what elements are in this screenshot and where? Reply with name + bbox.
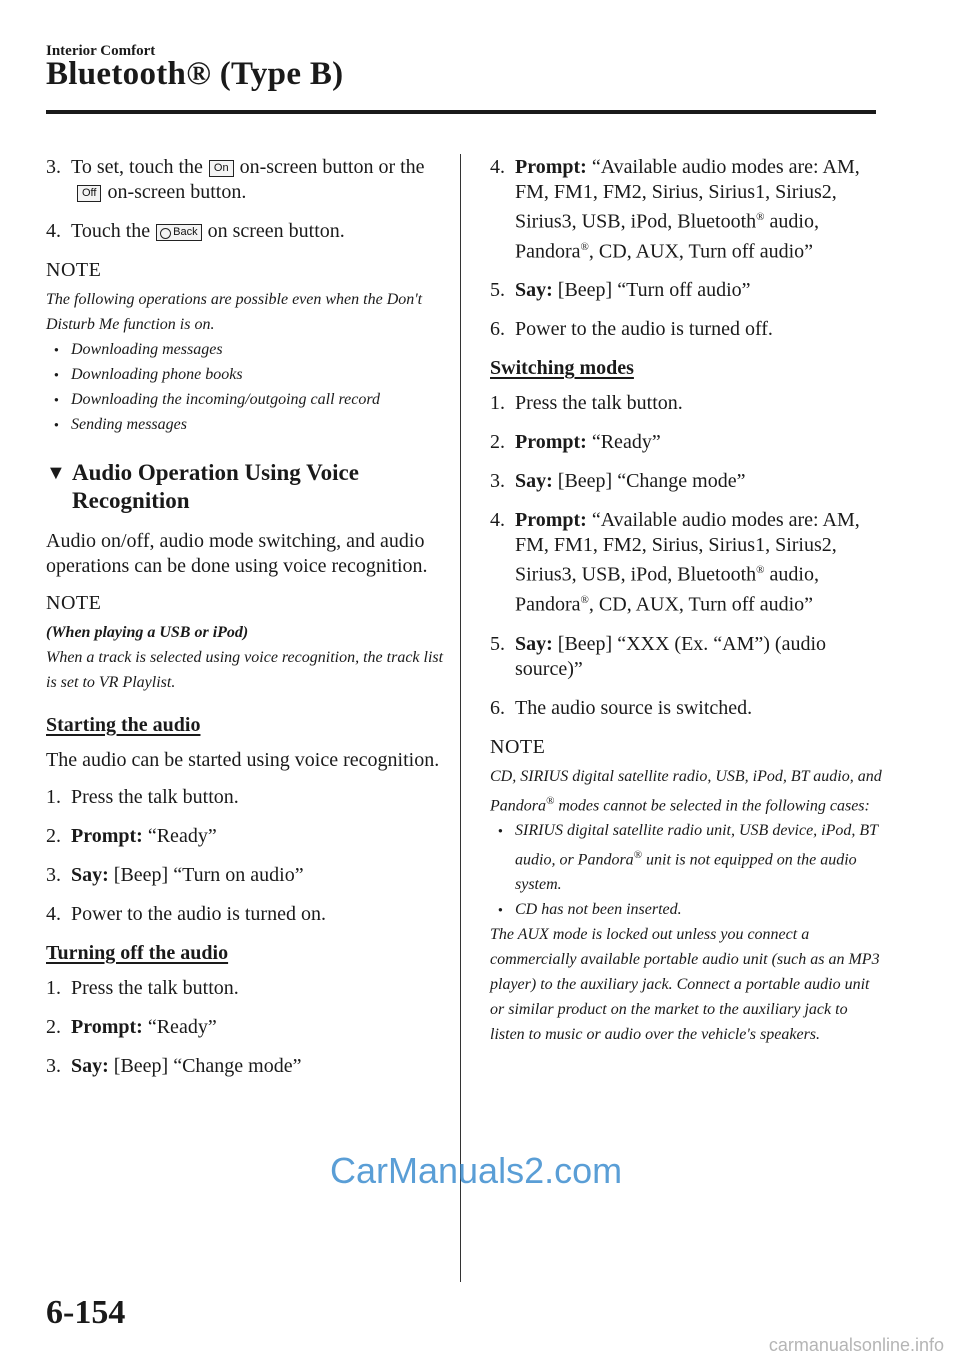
- step-label: Prompt:: [515, 431, 587, 454]
- note-bullet: ● Sending messages: [46, 412, 444, 437]
- step-number: 6.: [490, 318, 505, 341]
- header-rule: [46, 110, 876, 114]
- note-text: The AUX mode is locked out unless you connect a commercially available portable audio unit (such as an MP3 player) to the auxiliary jack. Connect a portable audio unit or similar product on the market to the auxiliary jack to listen to music or audio over the vehicle's speakers.: [490, 926, 880, 1044]
- subheading-turning-off: Turning off the audio: [46, 942, 229, 964]
- step-text: on-screen button or the: [239, 156, 425, 178]
- step-text: audio, Pandora: [515, 563, 819, 616]
- section-heading-text: Audio Operation Using Voice Recognition: [72, 460, 359, 513]
- step-number: 3.: [46, 156, 61, 178]
- step-text: To set, touch the: [71, 156, 203, 178]
- step-text: audio, Pandora: [515, 210, 819, 263]
- triangle-marker-icon: ▼: [46, 462, 66, 484]
- note-bullet: ● Downloading messages: [46, 337, 444, 362]
- section-label: Interior Comfort: [46, 43, 156, 59]
- step-number: 5.: [490, 279, 505, 302]
- step-text: Power to the audio is turned on.: [71, 903, 326, 925]
- step-text: “Ready”: [142, 1016, 217, 1038]
- step-text: Press the talk button.: [515, 392, 683, 415]
- step-number: 4.: [490, 509, 505, 532]
- step-item: [490, 508, 886, 617]
- step-item: [490, 391, 886, 416]
- left-column: [46, 155, 444, 1093]
- step-text: [Beep] “Turn on audio”: [108, 864, 304, 886]
- step-number: 4.: [46, 220, 61, 242]
- step-item: [46, 219, 444, 244]
- step-text: , CD, AUX, Turn off audio”: [588, 593, 813, 616]
- step-number: 3.: [46, 864, 61, 886]
- step-label: Prompt:: [71, 1016, 143, 1038]
- step-number: 1.: [46, 786, 61, 808]
- step-number: 2.: [46, 825, 61, 847]
- step-label: Say:: [515, 470, 553, 493]
- registered-mark: ®: [633, 848, 643, 861]
- step-item: [46, 785, 444, 810]
- step-item: [490, 632, 886, 682]
- step-text: Press the talk button.: [71, 786, 239, 808]
- step-item: [490, 278, 886, 303]
- step-text: Touch the: [71, 220, 151, 242]
- step-item: [490, 430, 886, 455]
- watermark-logo: CarManuals2.com: [330, 1150, 623, 1191]
- step-text: The audio source is switched.: [515, 696, 753, 719]
- subheading-starting: Starting the audio: [46, 714, 201, 736]
- step-item: [46, 1015, 444, 1040]
- registered-mark: ®: [580, 593, 589, 606]
- section-intro: Audio on/off, audio mode switching, and audio operations can be done using voice recognition.: [46, 530, 428, 577]
- note-bullet-text: unit is not equipped on the audio system.: [515, 851, 857, 894]
- step-text: “Ready”: [586, 431, 661, 454]
- step-text: “Available audio modes are: AM, FM, FM1, FM2, Sirius, Sirius1, Sirius2, Sirius3, USB, iPod, Bluetooth: [515, 509, 860, 586]
- step-label: Prompt:: [71, 825, 143, 847]
- column-divider: [460, 154, 461, 1282]
- note-text-part: modes cannot be selected in the following cases:: [554, 796, 870, 814]
- step-number: 2.: [46, 1016, 61, 1038]
- registered-mark: ®: [756, 211, 765, 223]
- step-item: [490, 317, 886, 342]
- step-item: [46, 902, 444, 927]
- note-bullet-text: SIRIUS digital satellite radio unit, USB device, iPod, BT audio, or Pandora: [515, 821, 878, 869]
- back-button-image: Back: [156, 224, 201, 241]
- registered-mark: ®: [756, 564, 765, 577]
- step-number: 3.: [490, 470, 505, 493]
- starting-intro: The audio can be started using voice recognition.: [46, 749, 440, 771]
- step-item: [490, 696, 886, 721]
- step-number: 4.: [46, 903, 61, 925]
- right-column: [490, 155, 886, 1047]
- step-text: , CD, AUX, Turn off audio”: [588, 240, 813, 263]
- note-bullet: ● Downloading the incoming/outgoing call record: [46, 387, 444, 412]
- step-label: Say:: [515, 279, 553, 302]
- step-label: Say:: [515, 632, 553, 655]
- note-bullet-list: [490, 818, 886, 922]
- note-bullet: ● Downloading phone books: [46, 362, 444, 387]
- step-label: Prompt:: [515, 156, 587, 178]
- step-item: [46, 1054, 444, 1079]
- registered-mark: ®: [546, 794, 555, 807]
- step-number: 1.: [490, 392, 505, 415]
- page-number: 6-154: [46, 1294, 126, 1331]
- step-text: “Ready”: [142, 825, 217, 847]
- note-subheading: (When playing a USB or iPod): [46, 624, 249, 641]
- page-title: Bluetooth® (Type B): [46, 56, 344, 92]
- off-button-image: Off: [77, 185, 101, 202]
- note-title: NOTE: [46, 592, 102, 614]
- step-item: [490, 155, 886, 264]
- step-text: [Beep] “Change mode”: [108, 1055, 302, 1077]
- step-text: [Beep] “XXX (Ex. “AM”) (audio source)”: [515, 632, 827, 680]
- step-number: 3.: [46, 1055, 61, 1077]
- on-button-image: On: [209, 160, 234, 177]
- step-text: “Available audio modes are: AM, FM, FM1, FM2, Sirius, Sirius1, Sirius2, Sirius3, USB, iPod, Bluetooth: [515, 156, 860, 233]
- step-item: [490, 469, 886, 494]
- note-title: NOTE: [490, 735, 546, 758]
- step-text: on screen button.: [207, 220, 345, 242]
- step-text: on-screen button.: [107, 181, 247, 203]
- step-text: Power to the audio is turned off.: [515, 318, 773, 341]
- step-number: 5.: [490, 632, 505, 655]
- note-title: NOTE: [46, 259, 102, 281]
- step-number: 1.: [46, 977, 61, 999]
- step-number: 4.: [490, 156, 505, 178]
- note-text: [490, 764, 886, 818]
- step-text: [Beep] “Turn off audio”: [552, 279, 751, 302]
- note-bullet: ● CD has not been inserted.: [490, 897, 886, 922]
- note-text: The following operations are possible even when the Don't Disturb Me function is on.: [46, 291, 423, 333]
- step-item: [46, 863, 444, 888]
- step-item: [46, 155, 444, 205]
- step-text: Press the talk button.: [71, 977, 239, 999]
- step-number: 2.: [490, 431, 505, 454]
- note-bullet: [490, 818, 886, 897]
- note-text: When a track is selected using voice recognition, the track list is set to VR Playlist.: [46, 649, 444, 691]
- step-item: [46, 976, 444, 1001]
- step-label: Say:: [71, 1055, 109, 1077]
- note-text-part: CD, SIRIUS digital satellite radio, USB, iPod, BT audio, and Pandora: [490, 767, 882, 814]
- section-heading: [46, 459, 444, 515]
- registered-mark: ®: [580, 240, 589, 253]
- step-text: [Beep] “Change mode”: [552, 470, 746, 493]
- footer-site-link[interactable]: carmanualsonline.info: [768, 1335, 944, 1355]
- step-label: Prompt:: [515, 509, 587, 532]
- step-number: 6.: [490, 696, 505, 719]
- note-bullet-list: [46, 337, 444, 437]
- step-label: Say:: [71, 864, 109, 886]
- step-item: [46, 824, 444, 849]
- subheading-switching: Switching modes: [490, 357, 634, 380]
